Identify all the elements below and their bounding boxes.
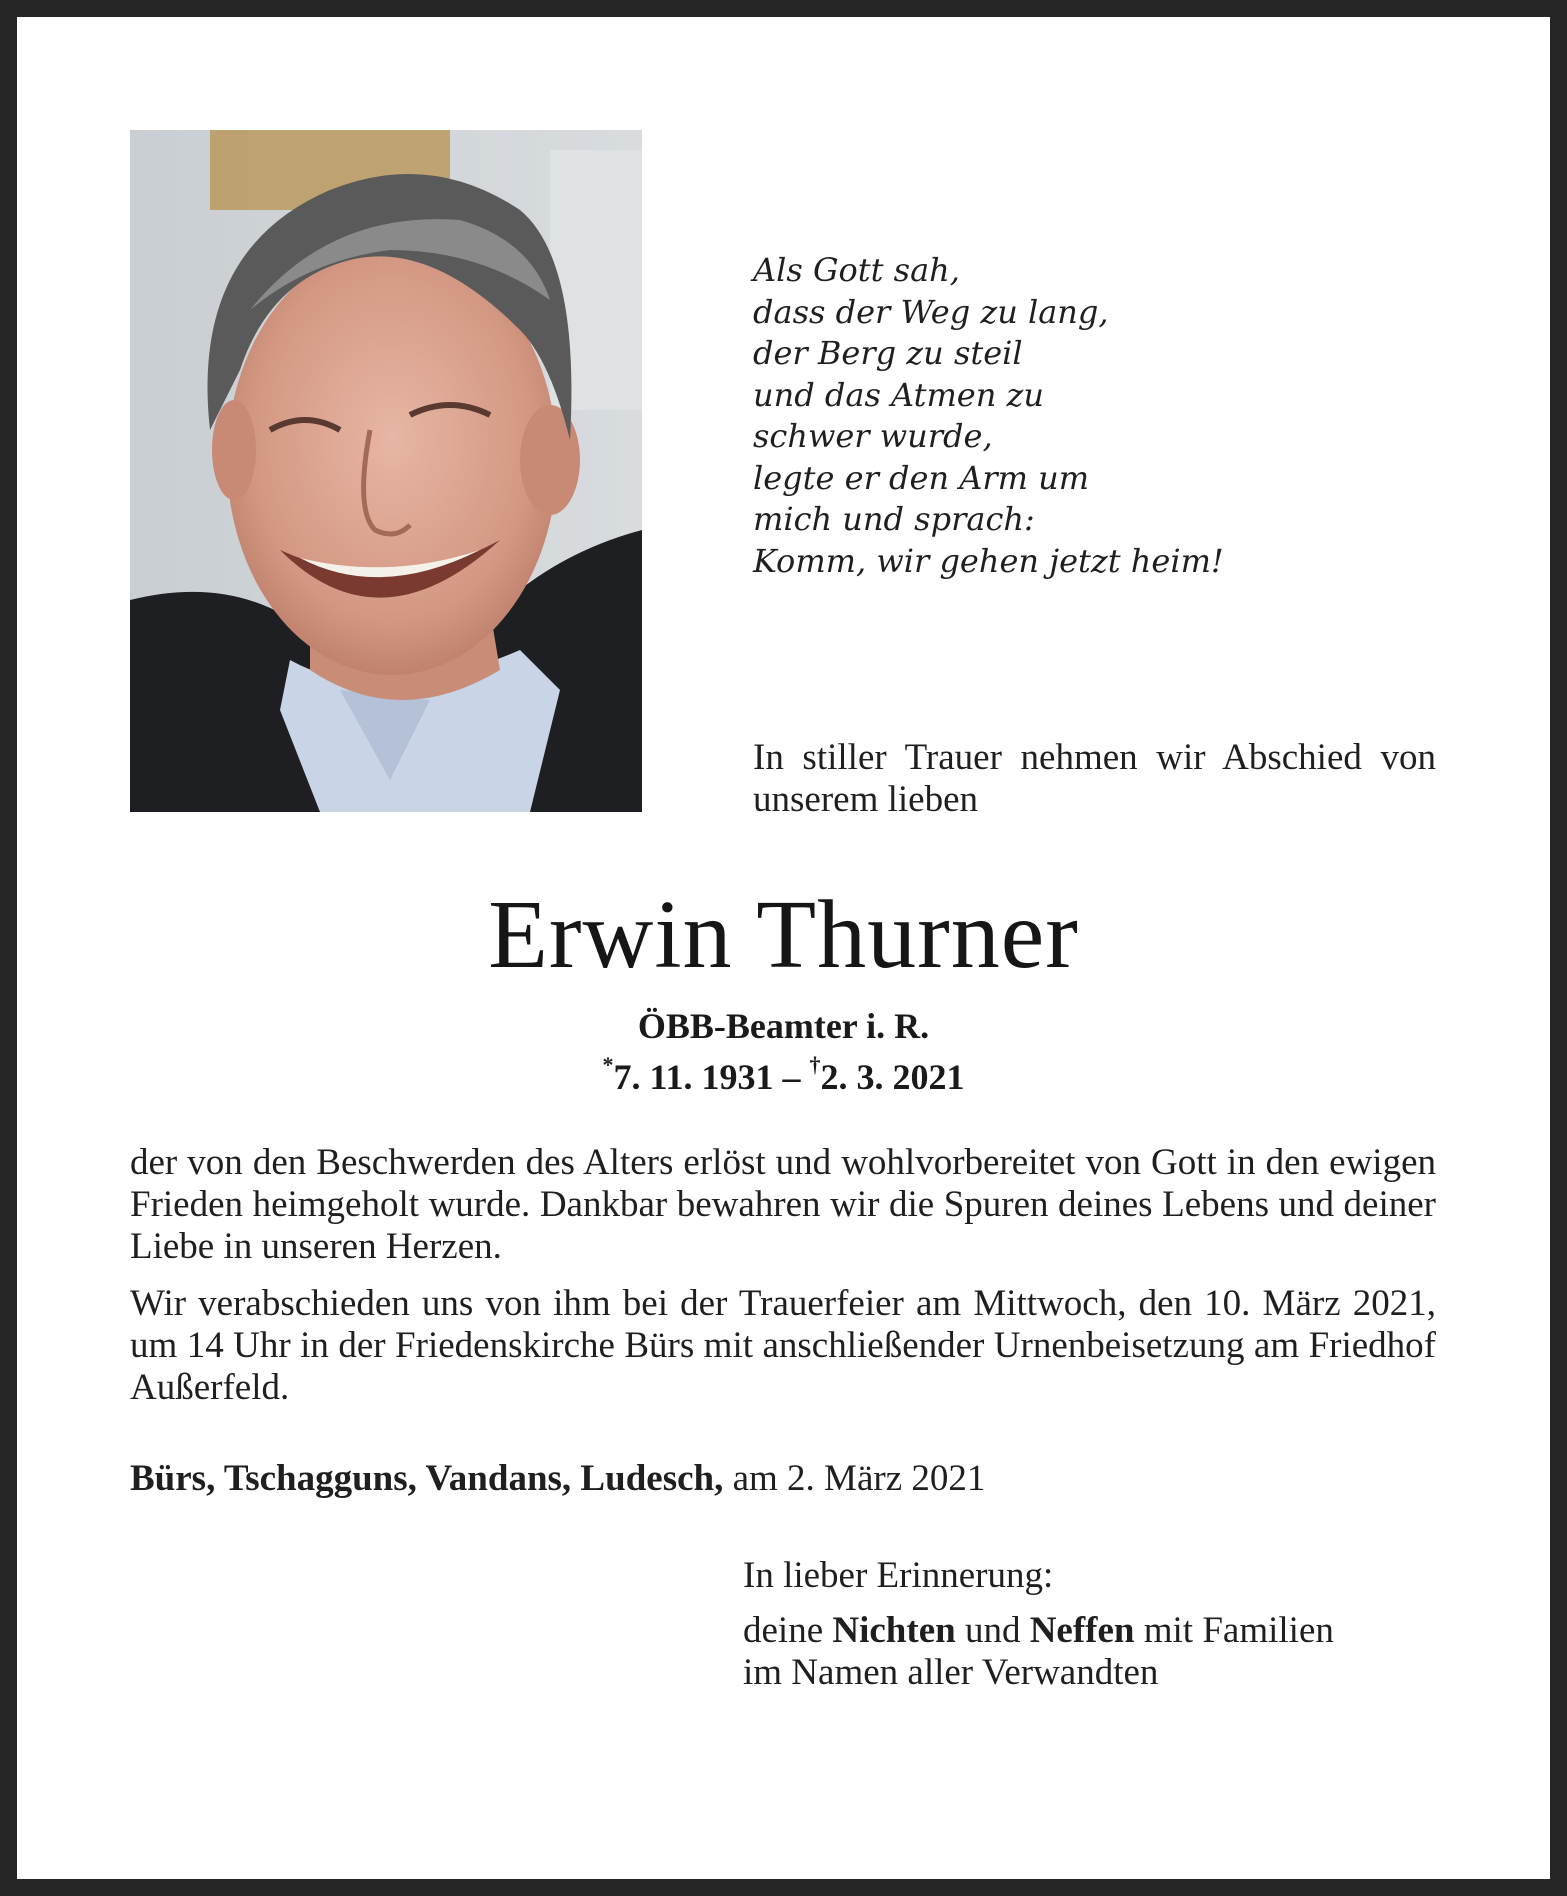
signature-family bbox=[743, 1610, 1443, 1652]
locations: Bürs, Tschagguns, Vandans, Ludesch, bbox=[130, 1458, 724, 1499]
poem bbox=[753, 250, 1453, 582]
poem-line: Als Gott sah, bbox=[753, 251, 960, 289]
portrait-photo bbox=[130, 130, 642, 812]
paragraph-farewell: der von den Beschwerden des Alters erlöst und wohlvorbereitet von Gott in den ewigen Frieden heimgeholt wurde. Dankbar bewahren wir die Spuren deines Lebens und deiner Liebe in unseren Herzen. bbox=[130, 1142, 1436, 1267]
signature-relatives: im Namen aller Verwandten bbox=[743, 1652, 1159, 1693]
death-date: 2. 3. 2021 bbox=[820, 1057, 965, 1097]
birth-symbol: * bbox=[602, 1052, 614, 1077]
signature-suffix: mit Familien bbox=[1134, 1610, 1334, 1651]
poem-line: legte er den Arm um bbox=[753, 458, 1090, 497]
birth-date: 7. 11. 1931 bbox=[613, 1057, 774, 1097]
signature-nephews: Neffen bbox=[1029, 1610, 1135, 1651]
poem-line: und das Atmen zu bbox=[753, 375, 1044, 414]
poem-line: Komm, wir gehen jetzt heim! bbox=[753, 541, 1224, 580]
signature-nieces: Nichten bbox=[832, 1610, 956, 1651]
deceased-title: ÖBB-Beamter i. R. bbox=[637, 1006, 930, 1046]
poem-line: mich und sprach: bbox=[753, 500, 1035, 538]
signature-intro: In lieber Erinnerung: bbox=[743, 1555, 1054, 1596]
announcement-date: am 2. März 2021 bbox=[723, 1458, 986, 1499]
poem-line: dass der Weg zu lang, bbox=[753, 292, 1109, 331]
portrait-illustration bbox=[130, 130, 642, 812]
poem-line: der Berg zu steil bbox=[753, 334, 1023, 372]
signature-and: und bbox=[955, 1610, 1030, 1651]
signature-prefix: deine bbox=[743, 1610, 833, 1651]
intro-text: In stiller Trauer nehmen wir Abschied von unserem lieben bbox=[753, 737, 1436, 820]
place-and-date bbox=[130, 1458, 1436, 1500]
life-dates bbox=[0, 1047, 1567, 1099]
poem-line: schwer wurde, bbox=[753, 417, 993, 455]
deceased-name: Erwin Thurner bbox=[488, 881, 1079, 989]
paragraph-ceremony: Wir verabschieden uns von ihm bei der Trauerfeier am Mittwoch, den 10. März 2021, um 14 Uhr in der Friedenskirche Bürs mit anschließender Urnenbeisetzung am Friedhof Außerfeld. bbox=[130, 1283, 1436, 1408]
date-separator: – bbox=[773, 1057, 810, 1097]
death-symbol: † bbox=[809, 1052, 821, 1077]
